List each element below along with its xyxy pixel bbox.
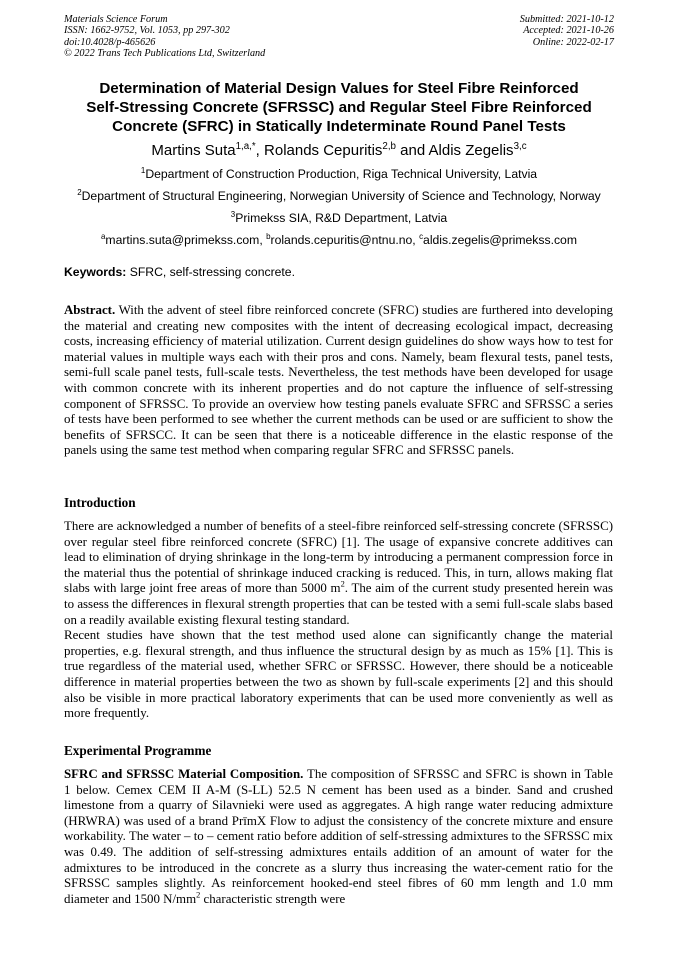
author-affiliation-mark: 2,b	[382, 141, 396, 152]
title-line: Self-Stressing Concrete (SFRSSC) and Regular Steel Fibre Reinforced	[86, 99, 592, 116]
affiliation-text: Primekss SIA, R&D Department, Latvia	[235, 211, 448, 225]
affiliation-text: Department of Construction Production, Riga Technical University, Latvia	[145, 167, 538, 181]
affiliation-mark: 1	[140, 165, 146, 175]
paragraph-text: There are acknowledged a number of benefits of a steel-fibre reinforced self-stressing concrete (SFRSSC) over regular steel fibre reinforced concrete (SFRC) [1]. The usage of expansive concrete additives can lead to elimination of drying shrinkage in the long-term by introducing a permanent compression force in the material thus the potential of shrinkage induced cracking is reduced. This, in turn, allows making flat slabs with large joint free areas of more than 5000 m	[64, 519, 613, 596]
affiliation-mark: 2	[77, 187, 82, 197]
copyright-line: © 2022 Trans Tech Publications Ltd, Switzerland	[64, 48, 266, 60]
author-list	[0, 141, 678, 161]
paragraph	[64, 519, 613, 628]
accepted-date: Accepted: 2021-10-26	[523, 25, 614, 37]
affiliation-mark: 3	[230, 209, 236, 219]
introduction-body	[64, 519, 613, 722]
issn-line: ISSN: 1662-9752, Vol. 1053, pp 297-302	[64, 25, 230, 37]
email-link[interactable]: martins.suta@primekss.com,	[105, 233, 267, 247]
journal-header	[64, 14, 265, 60]
email-mark: a	[101, 231, 106, 241]
author-name: Aldis Zegelis	[428, 142, 514, 159]
submitted-date: Submitted: 2021-10-12	[519, 14, 614, 25]
doi-line: doi:10.4028/p-465626	[64, 36, 156, 48]
affiliation-3	[0, 211, 678, 226]
author-separator: and	[395, 142, 429, 159]
email-list	[0, 233, 678, 248]
paper-title	[40, 79, 638, 136]
dates-header	[520, 14, 614, 48]
email-link[interactable]: aldis.zegelis@primekss.com	[423, 233, 577, 247]
affiliation-2	[0, 189, 678, 204]
affiliation-text: Department of Structural Engineering, Norwegian University of Science and Technology, Norway	[81, 189, 601, 203]
subsection-label: SFRC and SFRSSC Material Composition.	[64, 767, 304, 781]
experimental-body	[64, 767, 613, 907]
paragraph-text: The composition of SFRSSC and SFRC is shown in Table 1 below. Cemex CEM II A-M (S-LL) 52.5 N cement has been used as a binder. Sand and crushed limestone from a quarry of Silavnieki were used as aggregates. A high range water reducing admixture (HRWRA) was used of a brand PrīmX Flow to adjust the consistency of the concrete mixture and ensure workability. The water – to – cement ratio before addition of self-stressing admixtures to the SFRSSC mix was 0.49. The addition of self-stressing admixtures entails addition of an amount of water for the admixtures to be introduced in the concrete as a slurry thus increasing the water-cement ratio for the SFRSSC samples slightly. As reinforcement hooked-end steel fibres of 60 mm length and 1.0 mm diameter and 1500 N/mm	[64, 767, 613, 906]
author-affiliation-mark: 1,a,*	[235, 141, 256, 152]
author-name: Martins Suta	[151, 142, 236, 159]
keywords	[64, 265, 295, 279]
author-separator: ,	[255, 142, 265, 159]
abstract-text: With the advent of steel fibre reinforced concrete (SFRC) studies are furthered into developing the material and creating new composites with the intent of decreasing ecological impact, decreasing costs, increasing efficiency of material utilization. Current design guidelines do show ways how to test for material values in multiple ways each with their pros and cons. Namely, beam flexural tests, panel tests, semi-full scale panel tests, full-scale tests. Nevertheless, the test methods have been developed for usage with common concrete with its inherent properties and do not capture the influence of self-stressing component of SFRSSC. To provide an overview how testing panels evaluate SFRC and SFRSSC a series of tests have been performed to see whether the current methods can be used or are sufficient to show the benefits of SFRSCC. It can be seen that there is a noticeable difference in the elastic response of the panels using the same test method when comparing regular SFRC and SFRSSC panels.	[64, 303, 613, 458]
online-date: Online: 2022-02-17	[532, 36, 614, 48]
paragraph: Recent studies have shown that the test method used alone can significantly change the material properties, e.g. flexural strength, and thus influence the structural design by as much as 15% [1]. This is true regardless of the material used, whether SFRC or SFRSSC. However, there should be a noticeable difference in material properties between the two as shown by full-scale experiments [2] and this should also be visible in more practical laboratory experiments that can be used more conveniently as well as more frequently.	[64, 628, 613, 721]
author-name: Rolands Cepuritis	[264, 142, 383, 159]
abstract-label: Abstract.	[64, 303, 116, 317]
keywords-label: Keywords:	[64, 265, 127, 279]
introduction-heading: Introduction	[64, 495, 136, 510]
email-mark: b	[266, 231, 271, 241]
paragraph-text: . The aim of the current study presented herein was to assess the differences in flexural strength properties that can be tested with a semi full-scale slabs based on a readily available existing flexural testing standard.	[64, 581, 613, 627]
keywords-text: SFRC, self-stressing concrete.	[126, 265, 295, 279]
email-mark: c	[419, 231, 424, 241]
experimental-heading: Experimental Programme	[64, 743, 212, 758]
paragraph	[64, 767, 613, 907]
title-line: Concrete (SFRC) in Statically Indeterminate Round Panel Tests	[112, 118, 566, 135]
title-line: Determination of Material Design Values for Steel Fibre Reinforced	[99, 80, 579, 97]
superscript: 2	[196, 890, 201, 900]
affiliation-1	[0, 167, 678, 182]
journal-name: Materials Science Forum	[64, 14, 168, 25]
email-link[interactable]: rolands.cepuritis@ntnu.no,	[270, 233, 420, 247]
abstract	[64, 303, 613, 459]
author-affiliation-mark: 3,c	[513, 141, 527, 152]
superscript: 2	[340, 580, 345, 590]
paragraph-text: characteristic strength were	[200, 891, 346, 906]
